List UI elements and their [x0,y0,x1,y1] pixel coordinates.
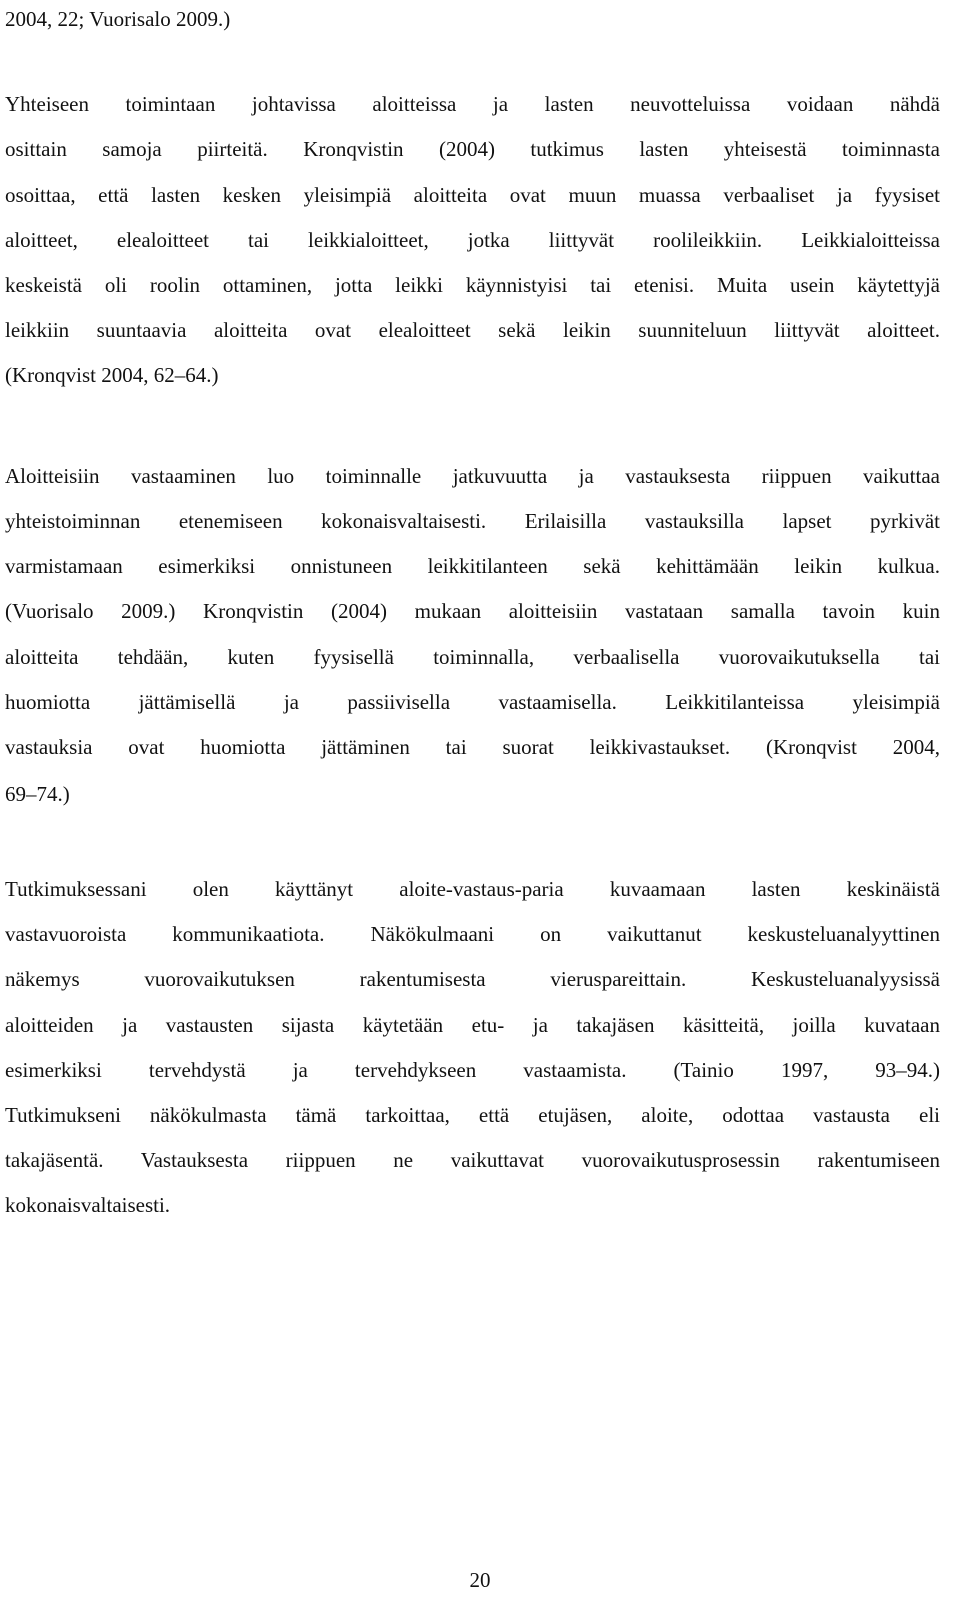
text-line: aloitteita tehdään, kuten fyysisellä toiminnalla, verbaalisella vuorovaikutuksella tai [5,645,940,669]
text-line: 2004, 22; Vuorisalo 2009.) [5,7,231,31]
text-line: takajäsentä. Vastauksesta riippuen ne vaikuttavat vuorovaikutusprosessin rakentumiseen [5,1148,940,1172]
text-line: varmistamaan esimerkiksi onnistuneen leikkitilanteen sekä kehittämään leikin kulkua. [5,554,940,578]
text-line: osoittaa, että lasten kesken yleisimpiä aloitteita ovat muun muassa verbaaliset ja fyysiset [5,183,940,207]
text-line: aloitteiden ja vastausten sijasta käytetään etu- ja takajäsen käsitteitä, joilla kuvataan [5,1013,940,1037]
text-line: keskeistä oli roolin ottaminen, jotta leikki käynnistyisi tai etenisi. Muita usein käytettyjä [5,273,940,297]
text-line: huomiotta jättämisellä ja passiivisella vastaamisella. Leikkitilanteissa yleisimpiä [5,690,940,714]
text-line: (Kronqvist 2004, 62–64.) [5,363,219,387]
text-line: osittain samoja piirteitä. Kronqvistin (2004) tutkimus lasten yhteisestä toiminnasta [5,137,940,161]
text-line: näkemys vuorovaikutuksen rakentumisesta vieruspareittain. Keskusteluanalyysissä [5,967,940,991]
text-line: Tutkimuksessani olen käyttänyt aloite-vastaus-paria kuvaamaan lasten keskinäistä [5,877,940,901]
text-line: kokonaisvaltaisesti. [5,1193,171,1217]
text-line: Tutkimukseni näkökulmasta tämä tarkoittaa, että etujäsen, aloite, odottaa vastausta eli [5,1103,940,1127]
text-line: 69–74.) [5,782,70,806]
page-number: 20 [469,1568,491,1592]
text-line: vastauksia ovat huomiotta jättäminen tai suorat leikkivastaukset. (Kronqvist 2004, [5,735,940,759]
text-line: leikkiin suuntaavia aloitteita ovat elealoitteet sekä leikin suunniteluun liittyvät aloitteet. [5,318,940,342]
text-line: (Vuorisalo 2009.) Kronqvistin (2004) mukaan aloitteisiin vastataan samalla tavoin kuin [5,599,940,623]
text-line: esimerkiksi tervehdystä ja tervehdykseen vastaamista. (Tainio 1997, 93–94.) [5,1058,940,1082]
text-line: Aloitteisiin vastaaminen luo toiminnalle jatkuvuutta ja vastauksesta riippuen vaikuttaa [5,464,940,488]
text-line: yhteistoiminnan etenemiseen kokonaisvaltaisesti. Erilaisilla vastauksilla lapset pyrkivät [5,509,940,533]
text-line: Yhteiseen toimintaan johtavissa aloitteissa ja lasten neuvotteluissa voidaan nähdä [5,92,940,116]
text-line: aloitteet, elealoitteet tai leikkialoitteet, jotka liittyvät roolileikkiin. Leikkialoitteissa [5,228,940,252]
text-line: vastavuoroista kommunikaatiota. Näkökulmaani on vaikuttanut keskusteluanalyyttinen [5,922,940,946]
